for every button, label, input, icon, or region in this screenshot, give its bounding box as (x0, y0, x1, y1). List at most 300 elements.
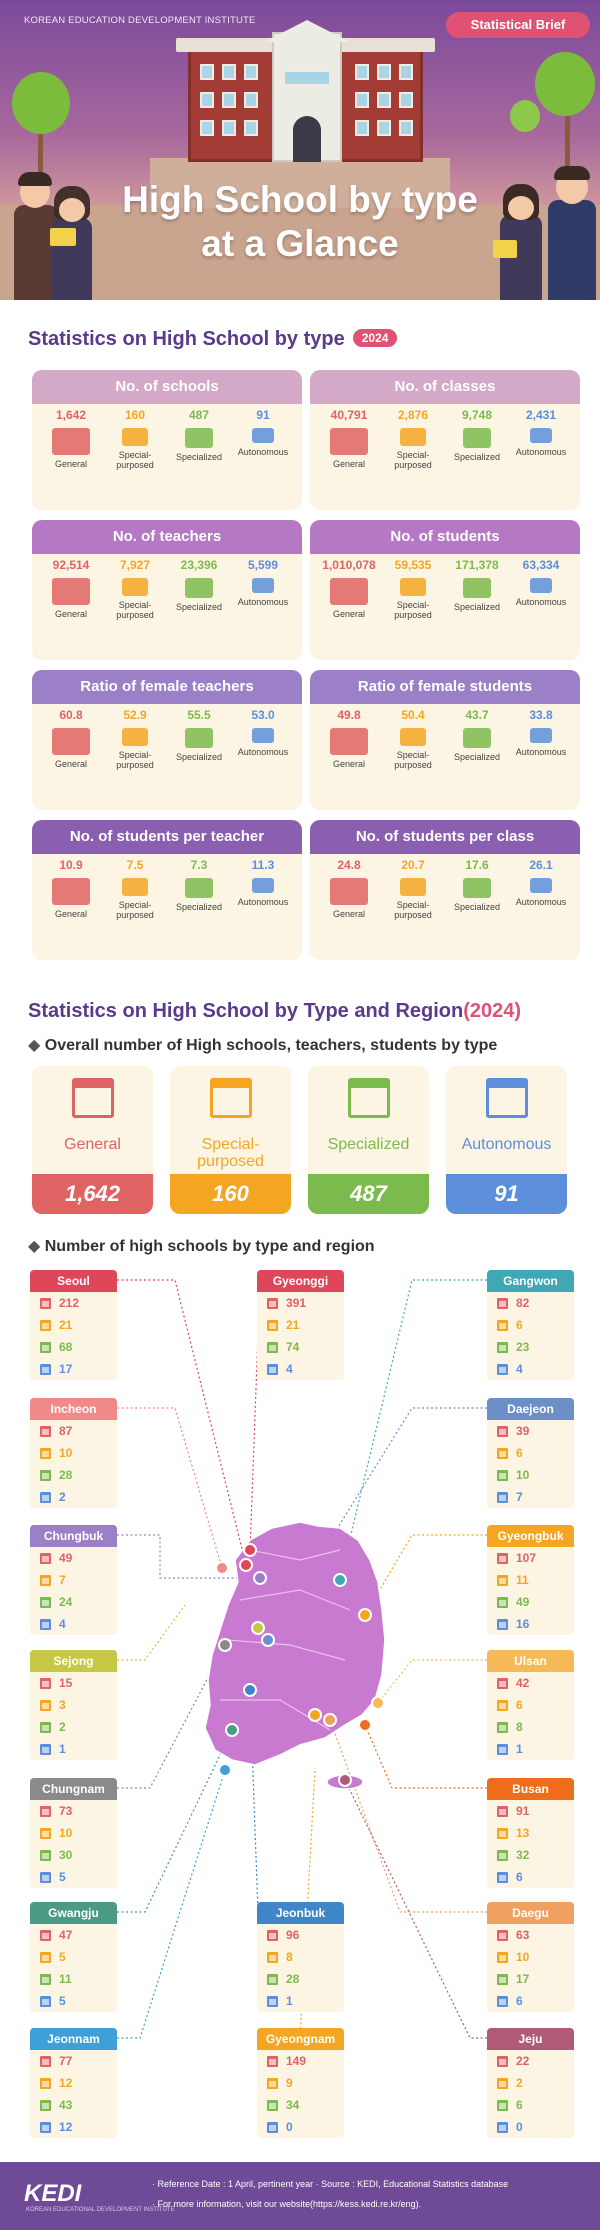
school-icon (40, 1426, 51, 1437)
window (200, 92, 214, 108)
region-value: 34 (286, 2098, 300, 2112)
illustration-icon (400, 428, 426, 446)
region-row (30, 2072, 117, 2094)
marker-gwangju (226, 1724, 238, 1736)
region-row (487, 1613, 574, 1635)
region-value: 24 (59, 1595, 73, 1609)
region-card-ulsan (487, 1650, 574, 1760)
section-title-by-region (28, 1000, 521, 1023)
region-row (30, 1924, 117, 1946)
total-card (170, 1066, 291, 1214)
stat-label: Special- purposed (394, 450, 432, 470)
school-icon (40, 1597, 51, 1608)
school-icon (497, 1974, 508, 1985)
region-value: 6 (516, 1698, 523, 1712)
illustration-icon (330, 428, 368, 455)
region-row (257, 2050, 344, 2072)
total-card (308, 1066, 429, 1214)
window (399, 92, 413, 108)
stat-card-title: No. of students per teacher (32, 820, 302, 854)
stat-card-title: No. of schools (32, 370, 302, 404)
region-row (487, 1738, 574, 1760)
school-icon (40, 1470, 51, 1481)
illustration-icon (122, 428, 148, 446)
stat-label: Special- purposed (116, 900, 154, 920)
region-value: 16 (516, 1617, 530, 1631)
region-name: Gwangju (30, 1902, 117, 1924)
illustration-icon (530, 728, 552, 743)
region-value: 73 (59, 1804, 73, 1818)
stat-card (32, 520, 302, 660)
region-value: 2 (516, 2076, 523, 2090)
stat-item (382, 558, 444, 620)
stat-item (232, 858, 294, 907)
region-card-chungbuk (30, 1525, 117, 1635)
tree-icon (510, 100, 540, 132)
illustration-icon (463, 578, 491, 598)
window (244, 92, 258, 108)
region-row (257, 1292, 344, 1314)
school-icon (40, 1850, 51, 1861)
window (200, 64, 214, 80)
school-icon (497, 1850, 508, 1861)
section-title-text: Statistics on High School by type (28, 328, 345, 350)
illustration-icon (330, 728, 368, 755)
subsection-text: Overall number of High schools, teachers, students by type (44, 1037, 498, 1054)
school-icon (497, 1364, 508, 1375)
region-value: 82 (516, 1296, 530, 1310)
hero-banner (0, 0, 600, 300)
region-value: 13 (516, 1826, 530, 1840)
stat-label: Specialized (453, 452, 501, 462)
region-value: 212 (59, 1296, 80, 1310)
window (399, 64, 413, 80)
region-value: 0 (286, 2120, 293, 2134)
region-name: Gyeongnam (257, 2028, 344, 2050)
total-type-name: Special- purposed (197, 1136, 264, 1170)
region-card-jeonbuk (257, 1902, 344, 2012)
school-icon (267, 2056, 278, 2067)
stat-item (446, 558, 508, 612)
school-icon (497, 2122, 508, 2133)
total-type-name: Autonomous (461, 1136, 552, 1153)
region-row (487, 2072, 574, 2094)
region-card-chungnam (30, 1778, 117, 1888)
region-row (30, 1591, 117, 1613)
region-value: 1 (286, 1994, 293, 2008)
stat-label: Autonomous (237, 897, 289, 907)
stat-value: 1,010,078 (322, 558, 376, 572)
region-row (487, 1672, 574, 1694)
region-value: 1 (59, 1742, 66, 1756)
region-value: 5 (59, 1950, 66, 1964)
stat-value: 1,642 (55, 408, 87, 422)
school-icon (497, 2078, 508, 2089)
region-row (30, 1336, 117, 1358)
school-icon (40, 1930, 51, 1941)
school-icon (497, 1678, 508, 1689)
stat-value: 26.1 (529, 858, 553, 872)
school-icon (497, 1575, 508, 1586)
stat-value: 7,927 (119, 558, 151, 572)
window (355, 92, 369, 108)
region-value: 12 (59, 2076, 73, 2090)
region-card-sejong (30, 1650, 117, 1760)
stat-item (510, 408, 572, 457)
leader-line-jeonnam (117, 1770, 225, 2038)
stat-label: Special- purposed (116, 450, 154, 470)
region-value: 10 (516, 1950, 530, 1964)
illustration-icon (463, 878, 491, 898)
window (222, 120, 236, 136)
region-row (487, 1336, 574, 1358)
region-value: 22 (516, 2054, 530, 2068)
illustration-icon (252, 728, 274, 743)
stat-label: Autonomous (237, 447, 289, 457)
region-value: 4 (516, 1362, 523, 1376)
title-line-1: High School by type (122, 179, 478, 220)
diamond-bullet-icon: ◆ (28, 1238, 45, 1255)
subsection-overall (28, 1035, 497, 1055)
region-value: 68 (59, 1340, 73, 1354)
section-title-text: Statistics on High School by Type and Region (28, 1000, 464, 1022)
region-name: Jeonnam (30, 2028, 117, 2050)
region-value: 17 (59, 1362, 73, 1376)
illustration-icon (530, 878, 552, 893)
region-name: Seoul (30, 1270, 117, 1292)
school-icon (40, 1744, 51, 1755)
region-value: 2 (59, 1490, 66, 1504)
region-row (30, 1822, 117, 1844)
subsection-text: Number of high schools by type and region (44, 1238, 375, 1255)
region-value: 4 (286, 1362, 293, 1376)
stat-label: Specialized (453, 752, 501, 762)
building-pediment (264, 20, 350, 42)
school-icon (40, 1364, 51, 1375)
stat-item (232, 408, 294, 457)
marker-gyeonggi (244, 1544, 256, 1556)
region-value: 39 (516, 1424, 530, 1438)
total-value: 487 (308, 1174, 429, 1214)
illustration-icon (463, 728, 491, 748)
region-name: Ulsan (487, 1650, 574, 1672)
school-icon (267, 1974, 278, 1985)
stat-card-title: No. of students (310, 520, 580, 554)
region-value: 8 (286, 1950, 293, 1964)
region-row (487, 1924, 574, 1946)
region-row (257, 1946, 344, 1968)
region-name: Chungnam (30, 1778, 117, 1800)
school-icon (40, 1320, 51, 1331)
stat-value: 20.7 (401, 858, 425, 872)
region-row (257, 1358, 344, 1380)
marker-daegu (324, 1714, 336, 1726)
stat-card-title: No. of teachers (32, 520, 302, 554)
region-value: 96 (286, 1928, 300, 1942)
stat-value: 11.3 (251, 858, 275, 872)
window (222, 92, 236, 108)
school-icon (40, 1678, 51, 1689)
region-row (30, 1420, 117, 1442)
leader-line-incheon (117, 1408, 222, 1568)
region-card-jeonnam (30, 2028, 117, 2138)
stat-value: 24.8 (337, 858, 361, 872)
stat-label: Autonomous (237, 597, 289, 607)
stat-item (382, 708, 444, 770)
stat-card (310, 370, 580, 510)
region-row (30, 1486, 117, 1508)
stat-label: Specialized (453, 602, 501, 612)
region-value: 11 (59, 1972, 72, 1986)
region-value: 391 (286, 1296, 307, 1310)
region-value: 91 (516, 1804, 530, 1818)
illustration-icon (185, 428, 213, 448)
stat-label: General (332, 459, 366, 469)
school-icon (40, 2078, 51, 2089)
illustration-icon (330, 878, 368, 905)
region-row (487, 2094, 574, 2116)
region-row (30, 1738, 117, 1760)
school-icon (40, 1700, 51, 1711)
stat-item (40, 858, 102, 919)
region-value: 42 (516, 1676, 530, 1690)
region-card-gyeongnam (257, 2028, 344, 2138)
marker-incheon (216, 1562, 228, 1574)
student-figure (548, 200, 596, 300)
stat-value: 9,748 (461, 408, 493, 422)
stat-item (318, 408, 380, 469)
school-icon (40, 1722, 51, 1733)
stat-item (446, 858, 508, 912)
stat-value: 10.9 (59, 858, 83, 872)
leader-line-sejong (117, 1605, 185, 1660)
stat-card-title: Ratio of female teachers (32, 670, 302, 704)
region-value: 5 (59, 1994, 66, 2008)
total-value: 160 (170, 1174, 291, 1214)
stat-label: Special- purposed (394, 750, 432, 770)
region-value: 3 (59, 1698, 66, 1712)
stat-item (232, 708, 294, 757)
region-row (30, 1672, 117, 1694)
stat-label: General (54, 459, 88, 469)
illustration-icon (252, 428, 274, 443)
region-value: 107 (516, 1551, 537, 1565)
stat-label: Specialized (175, 902, 223, 912)
stat-value: 171,378 (455, 558, 499, 572)
door (293, 116, 321, 162)
region-name: Jeonbuk (257, 1902, 344, 1924)
stat-label: Autonomous (237, 747, 289, 757)
school-icon (40, 1448, 51, 1459)
region-card-gyeongbuk (487, 1525, 574, 1635)
total-value: 1,642 (32, 1174, 153, 1214)
school-icon (267, 1952, 278, 1963)
stat-item (232, 558, 294, 607)
region-row (257, 1336, 344, 1358)
footer (0, 2162, 600, 2230)
illustration-icon (185, 878, 213, 898)
region-value: 10 (516, 1468, 530, 1482)
stat-label: Specialized (175, 752, 223, 762)
school-icon (72, 1078, 114, 1118)
stat-value: 487 (188, 408, 210, 422)
region-value: 6 (516, 2098, 523, 2112)
region-row (257, 1968, 344, 1990)
region-row (257, 1924, 344, 1946)
stat-value: 60.8 (59, 708, 83, 722)
illustration-icon (463, 428, 491, 448)
illustration-icon (252, 878, 274, 893)
region-row (30, 2094, 117, 2116)
region-row (30, 1844, 117, 1866)
region-card-gyeonggi (257, 1270, 344, 1380)
stat-card-title: Ratio of female students (310, 670, 580, 704)
stat-value: 49.8 (337, 708, 361, 722)
region-name: Daegu (487, 1902, 574, 1924)
school-icon (497, 1470, 508, 1481)
region-card-busan (487, 1778, 574, 1888)
stat-label: General (54, 909, 88, 919)
illustration-icon (122, 728, 148, 746)
stat-value: 160 (124, 408, 146, 422)
stat-label: Autonomous (515, 897, 567, 907)
year-badge: 2024 (353, 329, 398, 347)
stat-label: Special- purposed (394, 600, 432, 620)
title-line-2: at a Glance (201, 223, 399, 264)
leader-line-daegu (330, 1720, 487, 1912)
region-row (30, 1569, 117, 1591)
stat-label: Special- purposed (116, 600, 154, 620)
stat-item (104, 558, 166, 620)
window (377, 120, 391, 136)
illustration-icon (252, 578, 274, 593)
stat-card (32, 670, 302, 810)
region-value: 77 (59, 2054, 73, 2068)
tree-icon (535, 52, 595, 116)
stat-item (510, 558, 572, 607)
region-value: 12 (59, 2120, 73, 2134)
region-value: 28 (286, 1972, 300, 1986)
region-row (30, 1292, 117, 1314)
section-title-by-type (28, 328, 397, 351)
marker-seoul (240, 1559, 252, 1571)
region-value: 63 (516, 1928, 530, 1942)
kedi-logo-subtitle: KOREAN EDUCATIONAL DEVELOPMENT INSTITUTE (26, 2207, 175, 2213)
region-value: 23 (516, 1340, 530, 1354)
stat-card (32, 820, 302, 960)
region-card-gangwon (487, 1270, 574, 1380)
region-row (30, 1464, 117, 1486)
school-icon (40, 1952, 51, 1963)
region-row (487, 1844, 574, 1866)
region-value: 49 (516, 1595, 530, 1609)
school-icon (497, 1872, 508, 1883)
region-value: 15 (59, 1676, 73, 1690)
region-value: 17 (516, 1972, 530, 1986)
window (377, 92, 391, 108)
stat-value: 63,334 (522, 558, 560, 572)
school-icon (497, 1828, 508, 1839)
region-row (487, 1694, 574, 1716)
year-label: (2024) (463, 1000, 522, 1022)
region-row (487, 1420, 574, 1442)
region-row (257, 1314, 344, 1336)
region-value: 5 (59, 1870, 66, 1884)
region-value: 4 (59, 1617, 66, 1631)
school-icon (40, 2056, 51, 2067)
school-icon (497, 1426, 508, 1437)
region-row (487, 2050, 574, 2072)
marker-gyeongbuk (359, 1609, 371, 1621)
school-icon (497, 1996, 508, 2007)
school-icon (40, 1492, 51, 1503)
leader-line-busan (365, 1725, 487, 1788)
window (377, 64, 391, 80)
kedi-logo: KEDI (24, 2180, 82, 2207)
stat-item (104, 708, 166, 770)
school-icon (497, 1320, 508, 1331)
region-value: 7 (59, 1573, 66, 1587)
marker-sejong (252, 1622, 264, 1634)
stat-value: 23,396 (180, 558, 218, 572)
region-name: Gyeonggi (257, 1270, 344, 1292)
region-row (487, 2116, 574, 2138)
stat-item (318, 858, 380, 919)
region-value: 30 (59, 1848, 73, 1862)
stat-label: Specialized (175, 602, 223, 612)
stat-item (318, 558, 380, 619)
stat-label: General (332, 759, 366, 769)
school-icon (40, 1575, 51, 1586)
stat-item (168, 558, 230, 612)
school-icon (497, 1448, 508, 1459)
footer-website: · For more information, visit our website(https://kess.kedi.re.kr/eng). (152, 2199, 422, 2209)
region-value: 1 (516, 1742, 523, 1756)
stat-value: 50.4 (401, 708, 425, 722)
illustration-icon (530, 578, 552, 593)
region-value: 6 (516, 1994, 523, 2008)
region-row (487, 1547, 574, 1569)
stat-item (382, 408, 444, 470)
region-row (257, 2072, 344, 2094)
region-name: Gangwon (487, 1270, 574, 1292)
region-row (487, 1486, 574, 1508)
region-value: 6 (516, 1446, 523, 1460)
region-card-incheon (30, 1398, 117, 1508)
region-row (30, 1547, 117, 1569)
region-name: Busan (487, 1778, 574, 1800)
school-icon (40, 1974, 51, 1985)
illustration-icon (400, 878, 426, 896)
stat-value: 59,535 (394, 558, 432, 572)
school-icon (40, 1828, 51, 1839)
region-row (30, 2050, 117, 2072)
stat-item (446, 708, 508, 762)
region-value: 9 (286, 2076, 293, 2090)
illustration-icon (185, 578, 213, 598)
total-type-name: Specialized (327, 1136, 410, 1153)
marker-chungnam (219, 1639, 231, 1651)
region-name: Sejong (30, 1650, 117, 1672)
region-name: Incheon (30, 1398, 117, 1420)
region-row (30, 1946, 117, 1968)
marker-ulsan (372, 1697, 384, 1709)
school-icon (267, 2100, 278, 2111)
illustration-icon (122, 578, 148, 596)
marker-jeonbuk (244, 1684, 256, 1696)
window (355, 120, 369, 136)
illustration-icon (530, 428, 552, 443)
